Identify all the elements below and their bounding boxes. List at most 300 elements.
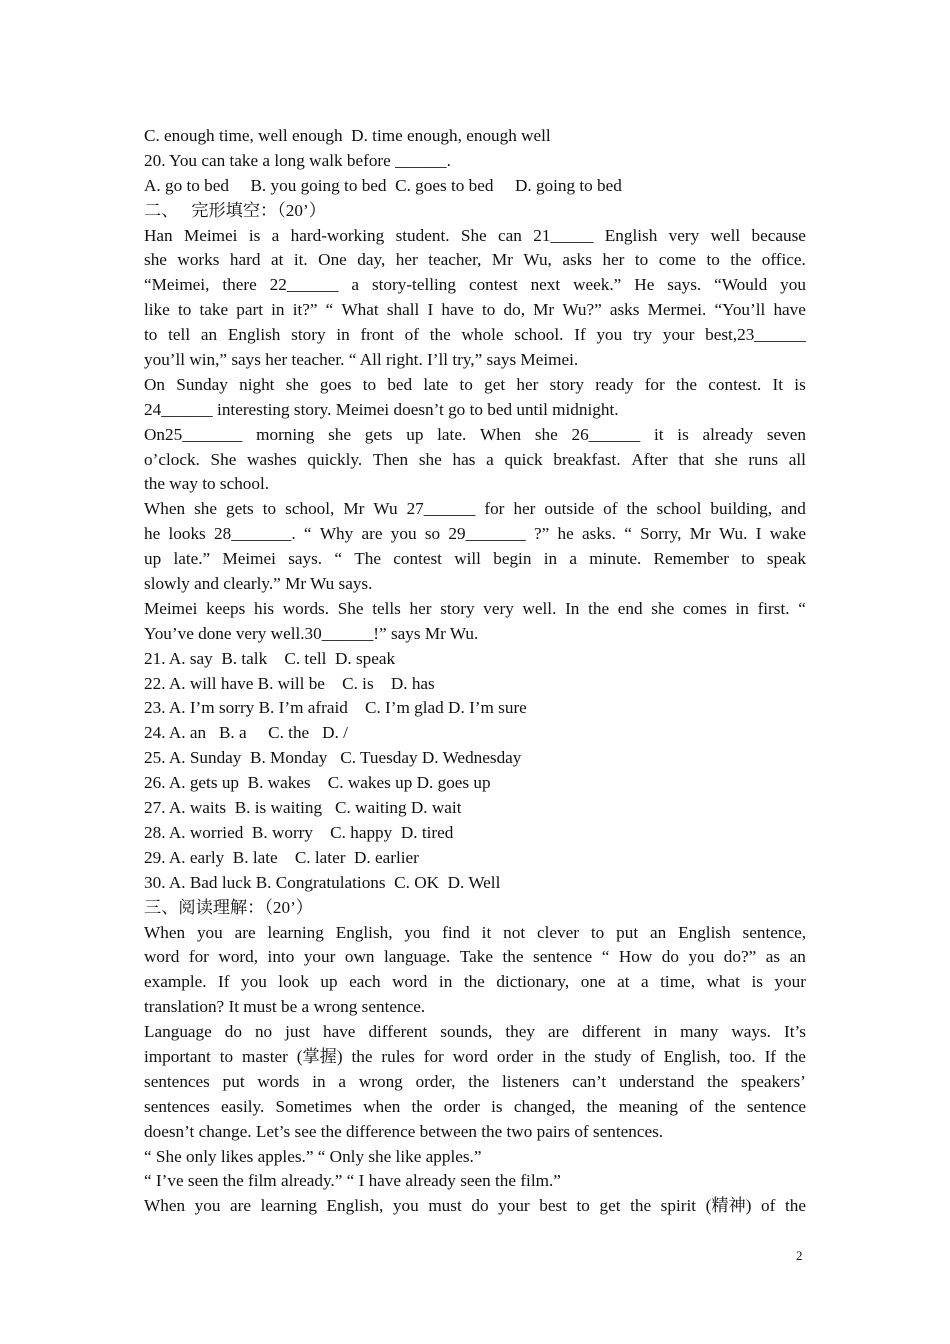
word: goes: [319, 374, 352, 394]
word: He: [634, 275, 655, 295]
word: whole: [461, 325, 504, 345]
word: wrong: [358, 1071, 403, 1091]
text-line: [144, 547, 806, 572]
word: she: [534, 424, 558, 444]
word: up: [406, 424, 424, 444]
word: morning: [256, 424, 315, 444]
word: your: [303, 947, 336, 967]
word: up: [320, 972, 338, 992]
text-line: [144, 1095, 806, 1120]
word: come: [658, 250, 696, 270]
word: ways.: [731, 1022, 771, 1042]
word: order: [443, 1096, 480, 1116]
text-line: [144, 970, 806, 995]
word: On25_______: [144, 424, 243, 444]
text-line: the way to school.: [144, 474, 270, 494]
word: can: [498, 225, 522, 245]
word: as: [765, 947, 781, 967]
word: too.: [729, 1046, 756, 1066]
word: order: [496, 1046, 534, 1066]
word: She: [210, 449, 237, 469]
word: look: [278, 972, 309, 992]
word: front: [360, 325, 394, 345]
word: clever: [536, 922, 579, 942]
text-line: [144, 423, 806, 448]
word: and: [781, 499, 806, 519]
word: asks: [609, 300, 640, 320]
word: English: [604, 225, 658, 245]
word: an: [649, 922, 667, 942]
word: Wu.: [719, 524, 748, 544]
text-line: 24______ interesting story. Meimei doesn’t go to bed until midnight.: [144, 399, 619, 419]
word: the: [676, 374, 698, 394]
word: word: [392, 972, 428, 992]
text-line: 二、 完形填空：（20’）: [144, 200, 326, 220]
text-line: 24. A. an B. a C. the D. /: [144, 723, 348, 743]
word: they: [505, 1022, 535, 1042]
word: a: [640, 972, 649, 992]
word: office.: [761, 250, 806, 270]
text-line: 29. A. early B. late C. later D. earlier: [144, 847, 419, 867]
word: in: [543, 549, 558, 569]
word: an: [200, 325, 218, 345]
word: When: [480, 424, 522, 444]
word: begin: [493, 549, 532, 569]
word: easily.: [221, 1096, 265, 1116]
word: his: [253, 598, 275, 618]
word: shall: [386, 300, 420, 320]
word: sentence: [533, 947, 593, 967]
word: in: [336, 325, 350, 345]
word: her: [409, 598, 432, 618]
word: in: [653, 1022, 668, 1042]
word: she: [194, 499, 217, 519]
word: Meimei: [144, 598, 198, 618]
word: Wu,: [523, 250, 552, 270]
word: to: [362, 374, 377, 394]
text-line: A. go to bed B. you going to bed C. goes to bed D. going to bed: [144, 175, 622, 195]
word: what: [706, 972, 740, 992]
word: hard-working: [290, 225, 385, 245]
word: when: [363, 1096, 401, 1116]
word: 29_______: [448, 524, 526, 544]
word: up: [144, 549, 162, 569]
word: rules: [381, 1046, 415, 1066]
word: she: [144, 250, 167, 270]
word: it.: [293, 250, 308, 270]
word: How: [618, 947, 653, 967]
word: so: [424, 524, 441, 544]
word: language.: [383, 947, 451, 967]
word: are: [361, 524, 383, 544]
word: In: [565, 598, 580, 618]
word: to: [219, 1046, 234, 1066]
word: in: [542, 1046, 556, 1066]
word: the: [586, 1096, 608, 1116]
word: her: [395, 250, 418, 270]
page-body: [144, 124, 806, 1219]
text-line: [144, 1194, 806, 1219]
word: day,: [357, 250, 386, 270]
word: she: [714, 449, 738, 469]
word: your: [662, 325, 695, 345]
word: all: [788, 449, 806, 469]
word: next: [530, 275, 561, 295]
word: dictionary,: [496, 972, 570, 992]
word: sentences: [144, 1071, 210, 1091]
word: is: [677, 424, 689, 444]
text-line: slowly and clearly.” Mr Wu says.: [144, 574, 373, 594]
word: sounds,: [440, 1022, 493, 1042]
text-line: [144, 1020, 806, 1045]
word: own: [344, 947, 375, 967]
word: just: [285, 1022, 310, 1042]
word: you: [688, 947, 715, 967]
word: story: [549, 374, 584, 394]
word: word,: [218, 947, 259, 967]
word: for: [484, 499, 505, 519]
text-line: [144, 921, 806, 946]
word: the: [730, 250, 752, 270]
word: says.: [667, 275, 702, 295]
word: Han: [144, 225, 173, 245]
word: master: [242, 1046, 288, 1066]
word: Wu: [373, 499, 398, 519]
word: is: [248, 225, 261, 245]
word: find: [442, 922, 470, 942]
word: teacher,: [428, 250, 482, 270]
word: in: [735, 598, 749, 618]
word: “: [334, 549, 342, 569]
word: of: [689, 1096, 704, 1116]
word: night: [239, 374, 275, 394]
word: you: [596, 325, 623, 345]
word: order,: [415, 1071, 456, 1091]
word: the: [784, 1196, 806, 1216]
word: is: [491, 1096, 503, 1116]
word: I: [427, 300, 434, 320]
word: it?”: [292, 300, 318, 320]
word: Sunday: [176, 374, 228, 394]
text-line: 三、阅读理解：（20’）: [144, 897, 313, 917]
word: very: [483, 598, 514, 618]
word: minute.: [589, 549, 642, 569]
word: different: [368, 1022, 428, 1042]
text-line: you’ll win,” says her teacher. “ All right. I’ll try,” says Meimei.: [144, 350, 579, 370]
word: week.”: [573, 275, 622, 295]
word: She: [460, 225, 487, 245]
word: no: [254, 1022, 273, 1042]
word: late.: [437, 424, 467, 444]
word: Remember: [653, 549, 729, 569]
word: words: [257, 1071, 300, 1091]
text-line: “ She only likes apples.” “ Only she like apples.”: [144, 1146, 482, 1166]
text-line: [144, 273, 806, 298]
word: you: [194, 1196, 221, 1216]
word: gets: [364, 424, 393, 444]
word: seven: [766, 424, 806, 444]
word: you: [780, 275, 806, 295]
word: the: [707, 1071, 729, 1091]
word: do: [661, 947, 679, 967]
word: runs: [748, 449, 779, 469]
text-line: [144, 298, 806, 323]
word: the: [784, 1046, 806, 1066]
word: Mr: [491, 250, 513, 270]
word: the: [468, 1071, 490, 1091]
word: she: [285, 374, 309, 394]
word: looks: [168, 524, 206, 544]
word: already: [702, 424, 754, 444]
word: at: [617, 972, 630, 992]
word: are: [234, 922, 256, 942]
word: Take: [459, 947, 493, 967]
word: understand: [618, 1071, 695, 1091]
word: your: [774, 972, 806, 992]
word: “You’ll: [714, 300, 766, 320]
word: When: [144, 499, 186, 519]
word: story: [440, 598, 475, 618]
word: ready: [595, 374, 634, 394]
word: 21_____: [533, 225, 594, 245]
word: 26______: [571, 424, 641, 444]
word: to: [459, 374, 473, 394]
word: well.: [522, 598, 557, 618]
word: learning: [260, 1196, 317, 1216]
word: (掌握): [296, 1046, 343, 1066]
word: have: [773, 300, 806, 320]
word: If: [574, 325, 586, 345]
word: first.: [757, 598, 790, 618]
word: to: [144, 325, 158, 345]
word: important: [144, 1046, 211, 1066]
word: “: [798, 598, 806, 618]
text-line: 30. A. Bad luck B. Congratulations C. OK D. Well: [144, 872, 501, 892]
word: have: [322, 1022, 356, 1042]
word: What: [341, 300, 379, 320]
word: words.: [282, 598, 330, 618]
word: “Would: [714, 275, 768, 295]
word: It’s: [783, 1022, 806, 1042]
word: sentence: [746, 1096, 806, 1116]
word: word: [144, 947, 180, 967]
word: meaning: [618, 1096, 678, 1116]
word: When: [144, 1196, 186, 1216]
word: get: [484, 374, 506, 394]
word: her: [602, 250, 625, 270]
word: has: [452, 449, 476, 469]
word: When: [144, 922, 186, 942]
word: the: [502, 947, 524, 967]
word: Then: [372, 449, 409, 469]
word: her: [513, 499, 536, 519]
word: “Meimei,: [144, 275, 210, 295]
word: you: [404, 922, 431, 942]
word: hard: [229, 250, 261, 270]
word: put: [222, 1071, 245, 1091]
word: the: [564, 1046, 586, 1066]
word: she: [328, 424, 352, 444]
word: tells: [372, 598, 401, 618]
word: quick: [504, 449, 543, 469]
word: many: [680, 1022, 719, 1042]
word: must: [428, 1196, 462, 1216]
word: for: [644, 374, 665, 394]
text-line: [144, 373, 806, 398]
word: will: [454, 549, 481, 569]
word: the: [429, 325, 451, 345]
word: “: [303, 524, 312, 544]
text-line: 20. You can take a long walk before ______.: [144, 150, 451, 170]
word: to: [634, 250, 649, 270]
word: your: [498, 1196, 530, 1216]
word: study: [594, 1046, 632, 1066]
word: is: [751, 972, 763, 992]
word: a: [271, 225, 280, 245]
text-line: [144, 224, 806, 249]
word: (精神): [705, 1196, 752, 1216]
word: end: [617, 598, 643, 618]
word: are: [547, 1022, 569, 1042]
word: to: [177, 300, 192, 320]
word: sentences: [144, 1096, 210, 1116]
text-line: [144, 323, 806, 348]
word: that: [678, 449, 705, 469]
word: breakfast.: [553, 449, 621, 469]
word: example.: [144, 972, 207, 992]
word: at: [270, 250, 284, 270]
word: story: [291, 325, 326, 345]
word: do: [224, 1022, 242, 1042]
word: of: [761, 1196, 776, 1216]
word: to: [706, 250, 720, 270]
word: school,: [285, 499, 335, 519]
word: best,23______: [705, 325, 806, 345]
word: She: [337, 598, 364, 618]
word: do: [471, 1196, 489, 1216]
word: like: [144, 300, 170, 320]
word: you: [241, 972, 267, 992]
word: If: [218, 972, 230, 992]
word: Mr: [689, 524, 711, 544]
word: 22______: [269, 275, 339, 295]
word: Meimei: [222, 549, 276, 569]
word: to: [741, 549, 755, 569]
word: best: [539, 1196, 567, 1216]
word: late.”: [173, 549, 211, 569]
word: try: [632, 325, 653, 345]
word: well: [710, 225, 741, 245]
word: for: [423, 1046, 444, 1066]
word: English: [227, 325, 281, 345]
word: works: [177, 250, 220, 270]
text-line: C. enough time, well enough D. time enough, enough well: [144, 126, 551, 145]
word: school.: [514, 325, 564, 345]
word: she: [651, 598, 675, 618]
text-line: [144, 497, 806, 522]
word: are: [230, 1196, 251, 1216]
word: asks.: [582, 524, 616, 544]
word: a: [569, 549, 577, 569]
text-line: [144, 597, 806, 622]
word: The: [354, 549, 381, 569]
word: you: [196, 922, 223, 942]
word: put: [616, 922, 639, 942]
text-line: 21. A. say B. talk C. tell D. speak: [144, 648, 396, 668]
word: speak: [766, 549, 806, 569]
word: 27______: [406, 499, 476, 519]
word: says.: [288, 549, 323, 569]
text-line: [144, 248, 806, 273]
text-line: 22. A. will have B. will be C. is D. has: [144, 673, 435, 693]
word: for: [188, 947, 209, 967]
word: One: [318, 250, 347, 270]
text-line: 26. A. gets up B. wakes C. wakes up D. goes up: [144, 773, 491, 793]
word: Wu?”: [562, 300, 602, 320]
word: learning: [267, 922, 324, 942]
word: to: [262, 499, 277, 519]
word: the: [714, 1096, 736, 1116]
word: late: [423, 374, 449, 394]
word: take: [199, 300, 229, 320]
word: her: [516, 374, 539, 394]
word: bed: [387, 374, 413, 394]
page-number: 2: [796, 1248, 803, 1263]
word: can’t: [572, 1071, 607, 1091]
word: is: [794, 374, 806, 394]
word: contest.: [708, 374, 762, 394]
word: changed,: [513, 1096, 576, 1116]
word: quickly.: [307, 449, 363, 469]
word: a: [338, 1071, 347, 1091]
word: a: [486, 449, 494, 469]
word: to: [590, 922, 605, 942]
word: it: [653, 424, 664, 444]
word: it: [481, 922, 492, 942]
word: he: [557, 524, 574, 544]
word: of: [640, 1046, 655, 1066]
word: of: [603, 499, 618, 519]
word: the: [351, 1046, 373, 1066]
word: the: [588, 598, 610, 618]
word: asks: [562, 250, 592, 270]
word: tell: [168, 325, 191, 345]
word: to: [481, 300, 496, 320]
word: sentence,: [742, 922, 806, 942]
word: story-telling: [371, 275, 456, 295]
text-line: “ I’ve seen the film already.” “ I have already seen the film.”: [144, 1171, 561, 1191]
word: English,: [326, 1196, 384, 1216]
word: in: [438, 972, 453, 992]
text-line: 27. A. waits B. is waiting C. waiting D. wait: [144, 798, 462, 818]
text-line: [144, 448, 806, 473]
word: to: [576, 1196, 590, 1216]
word: “: [624, 524, 632, 544]
word: word: [452, 1046, 489, 1066]
word: listeners: [502, 1071, 560, 1091]
word: the: [630, 1196, 652, 1216]
word: in: [271, 300, 285, 320]
word: comes: [682, 598, 727, 618]
word: gets: [226, 499, 254, 519]
word: English,: [335, 922, 393, 942]
word: get: [599, 1196, 621, 1216]
word: each: [349, 972, 381, 992]
word: have: [441, 300, 474, 320]
word: contest: [468, 275, 518, 295]
word: Sorry,: [640, 524, 682, 544]
word: 28_______.: [214, 524, 296, 544]
